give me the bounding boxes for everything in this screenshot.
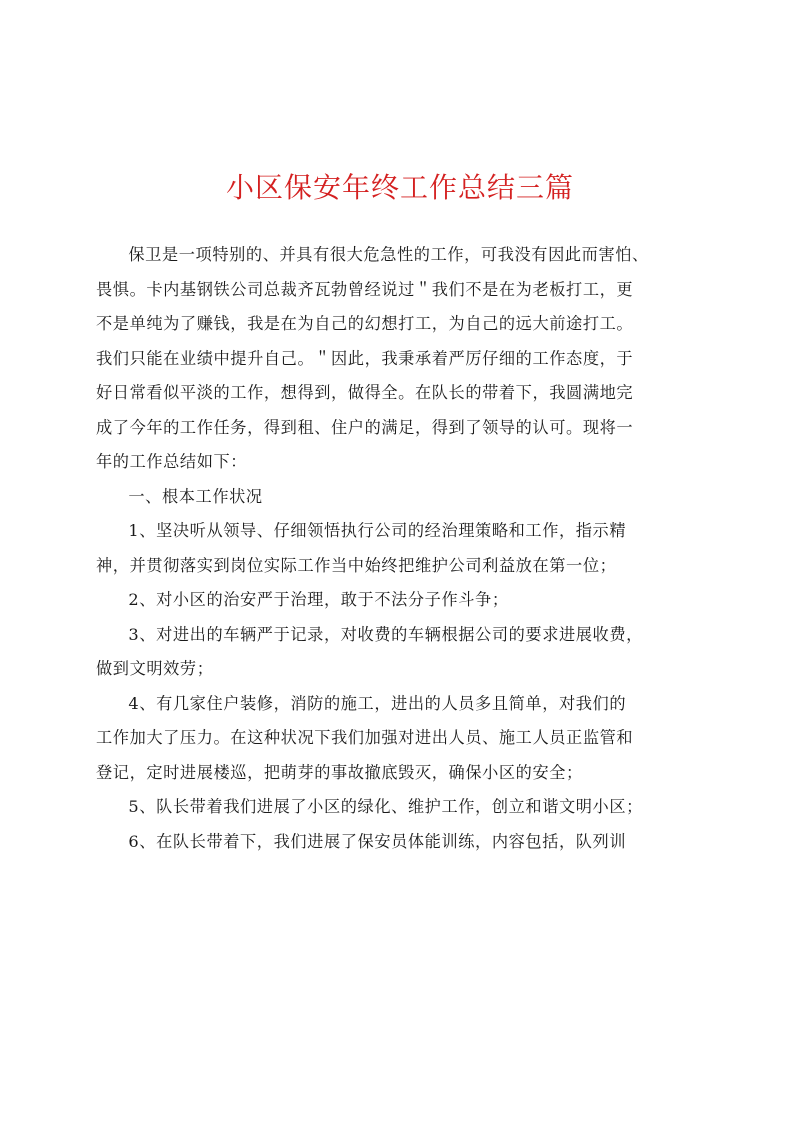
text-line: 2、对小区的治安严于治理，敢于不法分子作斗争； [128,590,509,609]
text-line: 5、队长带着我们进展了小区的绿化、维护工作，创立和谐文明小区； [128,797,643,816]
text-line: 做到文明效劳； [96,659,214,678]
text-line: 6、在队长带着下，我们进展了保安员体能训练，内容包括，队列训 [128,831,627,851]
list-item-6 [96,825,712,860]
text-line: 畏惧。卡内基钢铁公司总裁齐瓦勃曾经说过＂我们不是在为老板打工，更 [96,279,634,299]
paragraph-intro [96,238,712,480]
list-item-1 [96,514,712,583]
text-line: 神，并贯彻落实到岗位实际工作当中始终把维护公司利益放在第一位； [96,555,617,575]
text-line: 一、根本工作状况 [128,486,263,506]
text-line: 好日常看似平淡的工作，想得到，做得全。在队长的带着下，我圆满地完 [96,383,634,402]
list-item-4 [96,687,712,791]
text-line: 4、有几家住户装修，消防的施工，进出的人员多且简单，对我们的 [128,693,627,713]
list-item-3 [96,618,712,687]
text-line: 登记，定时进展楼巡，把萌芽的事故撤底毁灭，确保小区的安全； [96,762,583,782]
text-line: 年的工作总结如下： [96,452,248,471]
text-line: 成了今年的工作任务，得到租、住户的满足，得到了领导的认可。现将一 [96,417,634,437]
list-item-5 [96,790,712,825]
document-body [96,238,712,859]
text-line: 不是单纯为了赚钱，我是在为自己的幻想打工，为自己的远大前途打工。 [96,314,634,333]
text-line: 3、对进出的车辆严于记录，对收费的车辆根据公司的要求进展收费， [128,624,643,644]
text-line: 1、坚决听从领导、仔细领悟执行公司的经治理策略和工作，指示精 [128,521,627,540]
text-line: 我们只能在业绩中提升自己。＂因此，我秉承着严厉仔细的工作态度，于 [96,348,634,368]
section-heading [96,480,712,515]
list-item-2 [96,583,712,618]
text-line: 工作加大了压力。在这种状况下我们加强对进出人员、施工人员正监管和 [96,728,634,747]
document-title: 小区保安年终工作总结三篇 [225,171,574,204]
text-line: 保卫是一项特别的、并具有很大危急性的工作，可我没有因此而害怕、 [128,245,649,264]
